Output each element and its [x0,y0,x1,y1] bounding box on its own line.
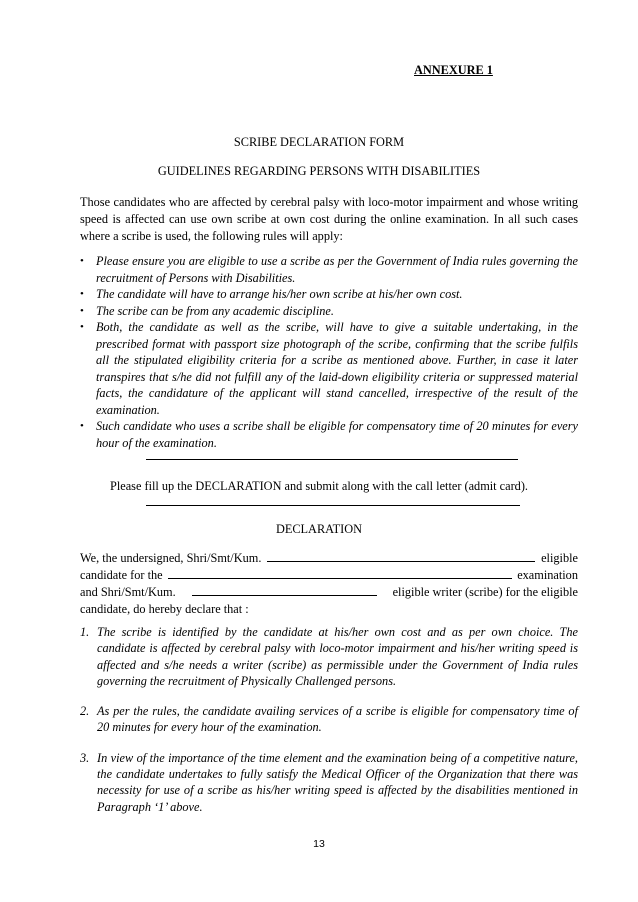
declaration-point [80,703,578,736]
annexure-label: ANNEXURE 1 [414,63,493,77]
point-number: 1. [80,625,90,639]
declaration-text: We, the undersigned, Shri/Smt/Kum. [80,551,262,565]
declaration-line [80,584,578,601]
bullet-icon: • [80,288,84,300]
rule-item [80,418,578,451]
declaration-body [80,550,578,618]
declaration-text: candidate for the [80,568,163,582]
separator-line [146,505,520,506]
candidate-name-blank[interactable] [267,550,535,562]
declaration-line [80,550,578,567]
point-text: As per the rules, the candidate availing services of a scribe is eligible for compensatory time of 20 minutes for every hour of the examination. [97,704,578,735]
rule-item [80,303,578,320]
rules-list [80,253,578,451]
declaration-heading: DECLARATION [275,522,363,536]
rule-text: Both, the candidate as well as the scribe, will have to give a suitable undertaking, in the prescribed format with passport size photograph of the scribe, confirming that the scribe fulfils all the stipulated eligibility criteria for a scribe as mentioned above. Further, in case it later transpires that s/he did not fulfill any of the laid-down eligibility criteria or suppressed material facts, the candidature of the applicant will stand cancelled, irrespective of the result of the examination. [96,320,578,417]
bullet-icon: • [80,420,84,432]
separator-line [146,459,518,460]
point-text: In view of the importance of the time element and the examination being of a competitive nature, the candidate undertakes to fully satisfy the Medical Officer of the Organization that there was necessity for use of a scribe as his/her writing speed is affected by the disabilities mentioned in Paragraph ‘1’ above. [97,750,578,814]
rule-item [80,319,578,418]
bullet-icon: • [80,304,84,317]
declaration-line [80,567,578,584]
declaration-points [80,624,578,829]
examination-name-blank[interactable] [168,567,512,579]
form-title: SCRIBE DECLARATION FORM [233,135,405,149]
declaration-line: candidate, do hereby declare that : [80,602,249,616]
instruction-text: Please fill up the DECLARATION and submit along with the call letter (admit card). [110,479,528,493]
rule-item [80,286,578,303]
bullet-icon: • [80,255,84,267]
declaration-text: eligible writer (scribe) for the eligible [392,585,578,599]
rule-text: Please ensure you are eligible to use a scribe as per the Government of India rules governing the recruitment of Persons with Disabilities. [96,254,578,285]
page-number: 13 [313,838,325,850]
point-number: 3. [80,750,90,765]
rule-item [80,253,578,286]
rule-text: The scribe can be from any academic discipline. [96,303,334,318]
scribe-name-blank[interactable] [192,584,377,596]
declaration-text: eligible [541,551,578,565]
declaration-text: examination [517,568,578,582]
rule-text: Such candidate who uses a scribe shall be eligible for compensatory time of 20 minutes for every hour of the examination. [96,419,578,450]
point-number: 2. [80,704,90,719]
declaration-point [80,624,578,689]
rule-text: The candidate will have to arrange his/her own scribe at his/her own cost. [96,287,463,301]
bullet-icon: • [80,321,84,333]
intro-paragraph: Those candidates who are affected by cerebral palsy with loco-motor impairment and whose writing speed is affected can use own scribe at own cost during the online examination. In all such cases where a scribe is used, the following rules will apply: [80,195,578,243]
point-text: The scribe is identified by the candidate at his/her own cost and as per own choice. The candidate is affected by cerebral palsy with loco-motor impairment and his/her writing speed is affected and s/he needs a writer (scribe) as permissible under the Government of India rules governing the recruitment of Physically Challenged persons. [97,625,578,688]
declaration-point [80,750,578,815]
declaration-text: and Shri/Smt/Kum. [80,585,176,599]
guidelines-title: GUIDELINES REGARDING PERSONS WITH DISABILITIES [157,164,481,178]
